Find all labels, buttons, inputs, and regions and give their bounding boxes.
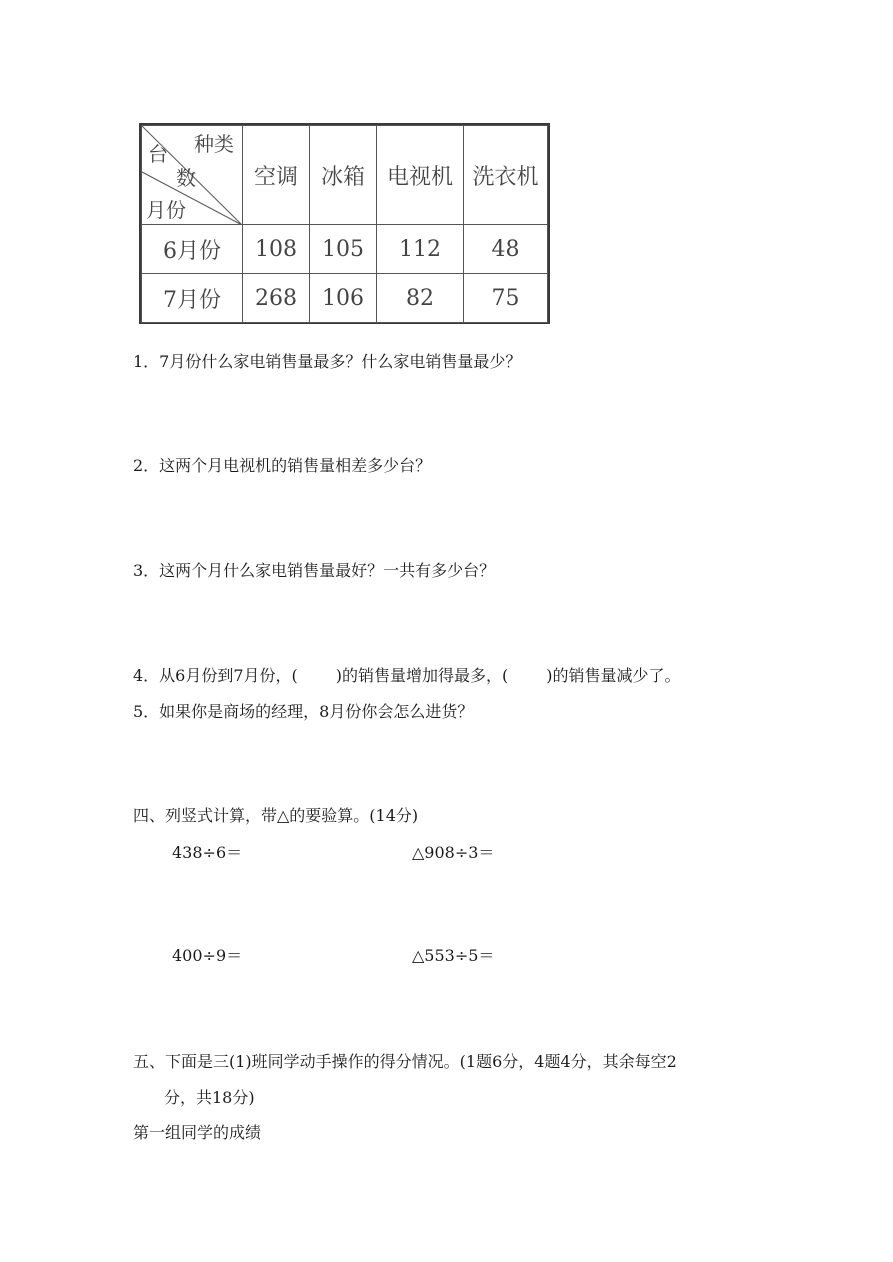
calc-problem: 400÷9＝ xyxy=(172,946,243,965)
section-5-heading: 五、下面是三(1)班同学动手操作的得分情况。(1题6分，4题4分，其余每空2 xyxy=(133,1052,677,1071)
table-cell: 75 xyxy=(464,274,548,323)
table-cell: 48 xyxy=(464,225,548,274)
sales-table xyxy=(139,123,550,324)
corner-label-unit: 台 xyxy=(148,142,168,166)
table-cell: 112 xyxy=(377,225,464,274)
question-4-prefix: 4．从6月份到7月份，( xyxy=(133,666,298,685)
row-label: 6月份 xyxy=(142,225,243,274)
table-cell: 108 xyxy=(243,225,310,274)
sales-table-grid xyxy=(141,125,548,323)
question-1: 1．7月份什么家电销售量最多？什么家电销售量最少？ xyxy=(133,352,522,371)
row-label: 7月份 xyxy=(142,274,243,323)
calc-problem: △553÷5＝ xyxy=(412,946,495,965)
corner-label-count: 数 xyxy=(176,166,196,190)
question-2: 2．这两个月电视机的销售量相差多少台？ xyxy=(133,456,432,475)
corner-label-category: 种类 xyxy=(194,132,234,156)
question-4-suffix: )的销售量减少了。 xyxy=(546,666,681,685)
table-corner-cell xyxy=(142,126,243,225)
section-5-heading-cont: 分，共18分) xyxy=(164,1088,255,1107)
question-3: 3．这两个月什么家电销售量最好？一共有多少台？ xyxy=(133,561,496,580)
section-4-heading: 四、列竖式计算，带△的要验算。(14分) xyxy=(133,806,419,825)
corner-label-month: 月份 xyxy=(146,198,186,222)
table-cell: 106 xyxy=(310,274,377,323)
table-cell: 268 xyxy=(243,274,310,323)
table-cell: 82 xyxy=(377,274,464,323)
question-4 xyxy=(133,666,681,686)
question-4-middle: )的销售量增加得最多，( xyxy=(335,666,509,685)
header-cell: 冰箱 xyxy=(310,126,377,225)
section-5-subheading: 第一组同学的成绩 xyxy=(133,1123,262,1142)
question-5: 5．如果你是商场的经理，8月份你会怎么进货？ xyxy=(133,702,474,721)
calc-problem: 438÷6＝ xyxy=(172,843,243,862)
calc-problem: △908÷3＝ xyxy=(412,843,495,862)
header-cell: 洗衣机 xyxy=(464,126,548,225)
header-cell: 空调 xyxy=(243,126,310,225)
table-cell: 105 xyxy=(310,225,377,274)
header-cell: 电视机 xyxy=(377,126,464,225)
